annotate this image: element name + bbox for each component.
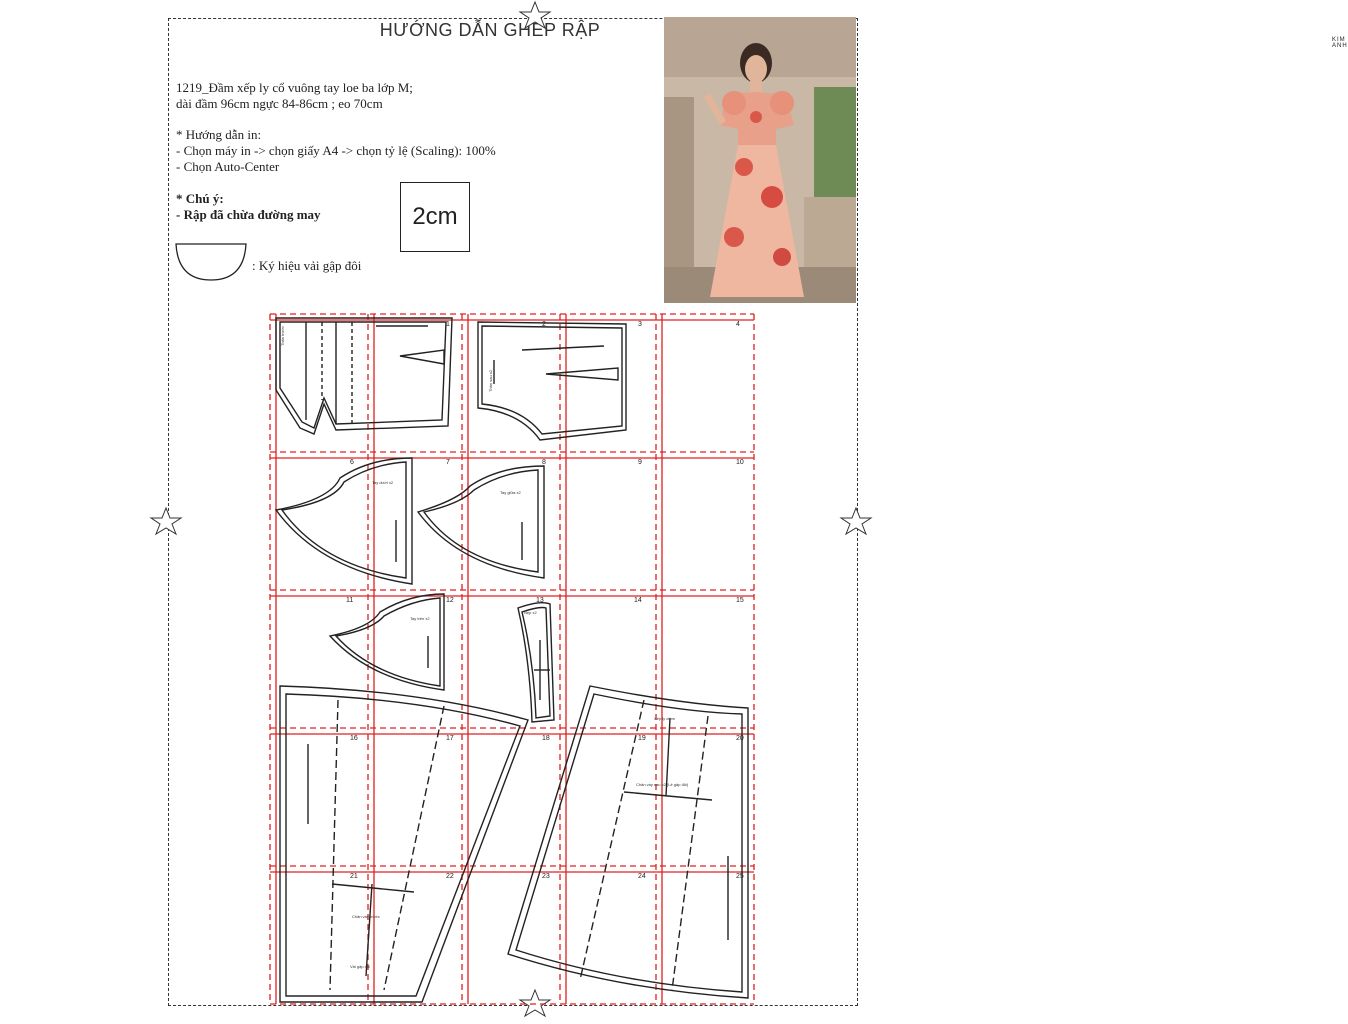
- fold-symbol-icon: [176, 244, 246, 280]
- page-title: HƯỚNG DẪN GHÉP RẬP: [379, 20, 601, 40]
- cell-number: 7: [446, 459, 450, 466]
- label-bodice-back: Thân sau x2: [488, 369, 493, 392]
- star-right-icon: [841, 508, 871, 534]
- cell-number: 9: [638, 459, 642, 466]
- label-skirt-front: Chân váy trước: [352, 914, 380, 919]
- bodice-back-piece: [478, 322, 626, 440]
- cell-number: 20: [736, 735, 744, 742]
- cell-number: 25: [736, 873, 744, 880]
- cell-number: 14: [634, 597, 642, 604]
- cell-number: 2: [542, 321, 546, 328]
- brand-logo: KIM ANH: [1332, 37, 1348, 49]
- cell-number: 13: [536, 597, 544, 604]
- cell-number: 22: [446, 873, 454, 880]
- product-line-1: 1219_Đầm xếp ly cổ vuông tay loe ba lớp M;: [176, 80, 413, 95]
- cell-number: 18: [542, 735, 550, 742]
- star-bottom-icon: [520, 990, 550, 1016]
- product-line-2: dài đầm 96cm ngực 84-86cm ; eo 70cm: [176, 96, 383, 111]
- sleeve-lower-piece: [276, 458, 412, 584]
- cell-number: 4: [736, 321, 740, 328]
- label-sleeve-middle: Tay giữa x2: [500, 490, 521, 495]
- sleeve-upper-piece: [330, 594, 444, 690]
- print-heading: * Hướng dẫn in:: [176, 127, 262, 142]
- label-bodice-front: Thân trước: [280, 326, 285, 346]
- cell-number: 17: [446, 735, 454, 742]
- cell-number: 16: [350, 735, 358, 742]
- cell-number: 23: [542, 873, 550, 880]
- note-text: - Rập đã chừa đường may: [176, 207, 321, 222]
- cell-number: 24: [638, 873, 646, 880]
- label-sleeve-upper: Tay trên x2: [410, 616, 430, 621]
- cell-number: 8: [542, 459, 546, 466]
- print-step-1: - Chọn máy in -> chọn giấy A4 -> chọn tỷ lệ (Scaling): 100%: [176, 143, 496, 158]
- cell-number: 11: [346, 597, 354, 604]
- label-facing: Nẹp x2: [524, 610, 537, 615]
- scale-box: 2cm: [400, 182, 470, 252]
- cell-number: 12: [446, 597, 454, 604]
- cell-number: 1: [446, 321, 450, 328]
- cell-number: 15: [736, 597, 744, 604]
- skirt-back-piece: [508, 686, 748, 998]
- label-skirt-back-pleat: Xếp ly chìm: [654, 716, 675, 721]
- cell-number: 3: [638, 321, 642, 328]
- cell-number: 10: [736, 459, 744, 466]
- cell-number: 19: [638, 735, 646, 742]
- label-skirt-back: Chân váy sau x2 (Lệ gập đôi): [636, 782, 689, 787]
- note-heading: * Chú ý:: [176, 191, 224, 206]
- star-left-icon: [151, 508, 181, 534]
- star-top-icon: [520, 2, 550, 28]
- cell-number: 6: [350, 459, 354, 466]
- print-step-2: - Chọn Auto-Center: [176, 159, 280, 174]
- sleeve-middle-piece: [418, 466, 544, 578]
- bodice-front-piece: [276, 318, 452, 434]
- label-skirt-front-fold: Vải gập đôi: [350, 964, 371, 969]
- cell-number: 21: [350, 873, 358, 880]
- label-sleeve-lower: Tay dưới x2: [372, 480, 394, 485]
- fold-symbol-label: : Ký hiệu vải gập đôi: [252, 258, 362, 273]
